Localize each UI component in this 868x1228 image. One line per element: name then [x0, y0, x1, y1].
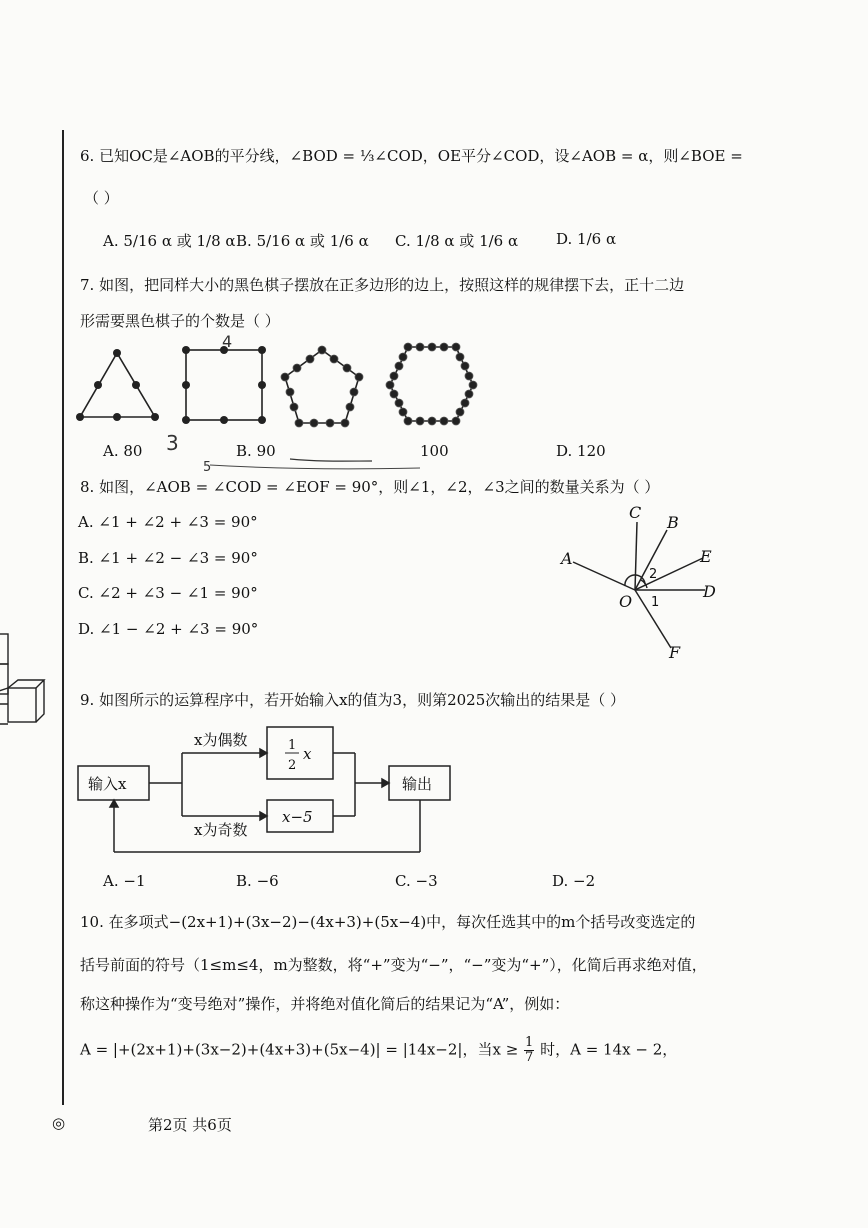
q7-option-a[interactable]: A. 80 — [103, 442, 143, 460]
half-numerator: 1 — [288, 738, 297, 753]
q7-stem-line1: 7. 如图，把同样大小的黑色棋子摆放在正多边形的边上，按照这样的规律摆下去，正十二边 — [80, 276, 685, 294]
label-b: B — [667, 513, 679, 532]
q10-fraction: $\frac{1}{7}$ — [525, 1035, 534, 1065]
q9-option-b[interactable]: B. −6 — [236, 872, 279, 890]
q6-option-c-text: 1/8 α 或 1/6 α — [415, 232, 519, 250]
label-f: F — [669, 643, 681, 662]
q8-angle-figure — [555, 500, 775, 670]
angle-label-1: 1 — [651, 595, 660, 610]
q6-option-d[interactable]: D. 1/6 α — [556, 230, 617, 248]
angle-label-2: 2 — [649, 567, 658, 582]
q6-stem-text: 6. 已知OC是∠AOB的平分线，∠BOD = ⅓∠COD，OE平分∠COD，设∠AOB = α，则∠BOE = — [80, 147, 743, 165]
q8-option-d[interactable]: D. ∠1 − ∠2 + ∠3 = 90° — [78, 620, 259, 638]
q9-option-c[interactable]: C. −3 — [395, 872, 438, 890]
q7-option-b[interactable]: B. 90 — [236, 442, 276, 460]
minus-five-label: x−5 — [282, 808, 313, 826]
handwritten-three: 3 — [166, 431, 179, 455]
q10-example-part2: 时，A = 14x − 2， — [540, 1040, 678, 1059]
q6-option-d-text: 1/6 α — [577, 230, 617, 248]
q6-stem — [80, 146, 743, 166]
label-a: A — [561, 549, 573, 568]
q10-stem-line3: 称这种操作为“变号绝对”操作，并将绝对值化简后的结果记为“A”，例如： — [80, 995, 570, 1013]
q10-example-line — [80, 1036, 677, 1065]
half-box — [267, 727, 333, 779]
q9-option-d[interactable]: D. −2 — [552, 872, 596, 890]
label-e: E — [700, 547, 712, 566]
handwritten-stroke — [290, 459, 372, 461]
even-label: x为偶数 — [194, 731, 248, 749]
q6-answer-blank: （ ） — [84, 189, 119, 207]
half-denominator: 2 — [288, 758, 297, 773]
half-variable: x — [303, 745, 312, 763]
q10-stem-line2: 括号前面的符号（1≤m≤4，m为整数，将“+”变为“−”，“−”变为“+”），化简后再求绝对值， — [80, 956, 707, 974]
q6-option-b[interactable]: B. 5/16 α 或 1/6 α — [236, 232, 369, 250]
pentagon-figure — [285, 350, 359, 423]
ray-oc — [635, 522, 637, 590]
q7-option-d[interactable]: D. 120 — [556, 442, 606, 460]
output-label: 输出 — [402, 775, 433, 793]
q6-option-a-text: 5/16 α 或 1/8 α — [123, 232, 236, 250]
footer-symbol: ◎ — [52, 1114, 66, 1132]
q7-option-c[interactable]: 100 — [420, 442, 449, 460]
handwritten-five: 5 — [203, 460, 212, 475]
page-number: 第2页 共6页 — [148, 1116, 232, 1134]
label-o: O — [619, 592, 633, 611]
triangle-figure — [80, 353, 155, 417]
q8-option-b[interactable]: B. ∠1 + ∠2 − ∠3 = 90° — [78, 549, 258, 567]
input-label: 输入x — [88, 775, 127, 793]
margin-line — [62, 130, 64, 1105]
q8-option-c[interactable]: C. ∠2 + ∠3 − ∠1 = 90° — [78, 584, 258, 602]
q6-option-b-text: 5/16 α 或 1/6 α — [256, 232, 369, 250]
q9-flowchart — [70, 725, 470, 855]
q9-option-a[interactable]: A. −1 — [103, 872, 146, 890]
cube-stack-fragment — [0, 628, 45, 738]
q8-stem: 8. 如图，∠AOB = ∠COD = ∠EOF = 90°，则∠1，∠2，∠3之间的数量关系为（ ） — [80, 478, 660, 496]
q6-option-c[interactable]: C. 1/8 α 或 1/6 α — [395, 232, 519, 250]
label-c: C — [629, 503, 642, 522]
odd-label: x为奇数 — [194, 821, 248, 839]
q9-stem: 9. 如图所示的运算程序中，若开始输入x的值为3，则第2025次输出的结果是（ ） — [80, 691, 626, 709]
q6-option-a[interactable]: A. 5/16 α 或 1/8 α — [103, 232, 236, 250]
handwritten-stroke-2 — [210, 465, 420, 469]
q7-stem-line2: 形需要黑色棋子的个数是（ ） — [80, 312, 280, 330]
handwritten-four: 4 — [222, 332, 233, 351]
q8-option-a[interactable]: A. ∠1 + ∠2 + ∠3 = 90° — [78, 513, 258, 531]
q10-stem-line1: 10. 在多项式−(2x+1)+(3x−2)−(4x+3)+(5x−4)中，每次任选其中的m个括号改变选定的 — [80, 913, 696, 931]
label-d: D — [703, 582, 716, 601]
ray-oe — [635, 558, 703, 590]
q10-example-part1: A = |+(2x+1)+(3x−2)+(4x+3)+(5x−4)| = |14x−2|，当x ≥ — [80, 1040, 519, 1059]
square-figure — [186, 350, 262, 420]
